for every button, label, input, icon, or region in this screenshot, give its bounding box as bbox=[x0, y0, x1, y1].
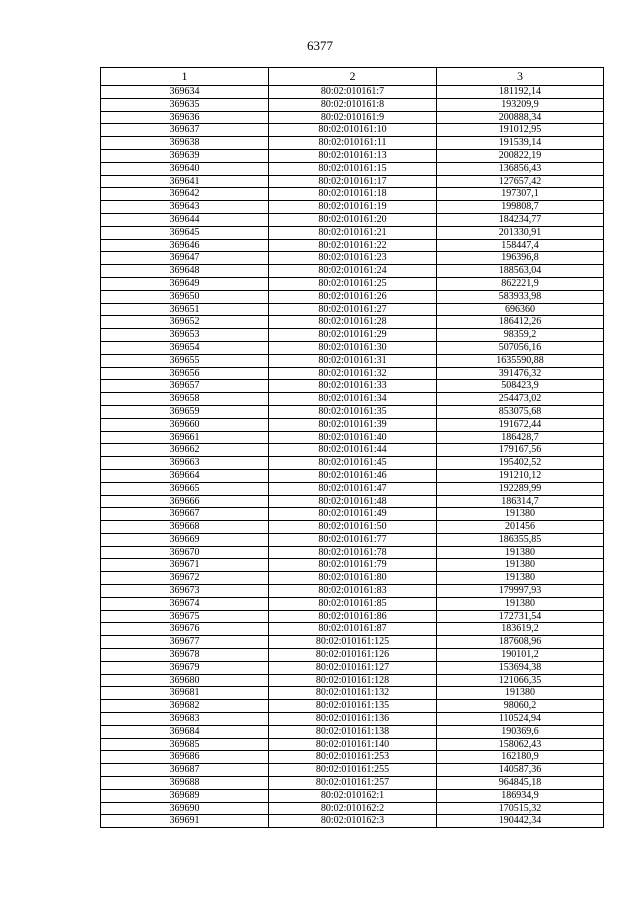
page-number: 6377 bbox=[307, 38, 333, 53]
table-row bbox=[101, 431, 604, 444]
cell-value: 192289,99 bbox=[437, 482, 604, 495]
table-row bbox=[101, 546, 604, 559]
cell-cadastral-number: 80:02:010161:85 bbox=[269, 597, 437, 610]
cell-value: 201456 bbox=[437, 521, 604, 534]
table-row bbox=[101, 738, 604, 751]
cell-record-number: 369676 bbox=[101, 623, 269, 636]
cell-cadastral-number: 80:02:010162:1 bbox=[269, 789, 437, 802]
table-row bbox=[101, 149, 604, 162]
cell-cadastral-number: 80:02:010161:19 bbox=[269, 201, 437, 214]
cell-record-number: 369654 bbox=[101, 341, 269, 354]
cell-cadastral-number: 80:02:010161:15 bbox=[269, 162, 437, 175]
cell-value: 98060,2 bbox=[437, 700, 604, 713]
table-row bbox=[101, 469, 604, 482]
cell-cadastral-number: 80:02:010161:26 bbox=[269, 290, 437, 303]
cell-cadastral-number: 80:02:010161:9 bbox=[269, 111, 437, 124]
cell-value: 254473,02 bbox=[437, 393, 604, 406]
table-row bbox=[101, 533, 604, 546]
cell-cadastral-number: 80:02:010161:77 bbox=[269, 533, 437, 546]
table-row bbox=[101, 380, 604, 393]
cell-record-number: 369653 bbox=[101, 329, 269, 342]
cell-cadastral-number: 80:02:010161:44 bbox=[269, 444, 437, 457]
table-row bbox=[101, 713, 604, 726]
table-row bbox=[101, 226, 604, 239]
cell-record-number: 369663 bbox=[101, 457, 269, 470]
cell-cadastral-number: 80:02:010161:13 bbox=[269, 149, 437, 162]
cell-value: 853075,68 bbox=[437, 405, 604, 418]
table-row bbox=[101, 393, 604, 406]
cell-value: 190442,34 bbox=[437, 815, 604, 828]
cell-value: 191380 bbox=[437, 572, 604, 585]
cell-value: 179167,56 bbox=[437, 444, 604, 457]
cell-value: 186314,7 bbox=[437, 495, 604, 508]
table-row bbox=[101, 137, 604, 150]
table-row bbox=[101, 303, 604, 316]
table-row bbox=[101, 86, 604, 99]
cell-record-number: 369650 bbox=[101, 290, 269, 303]
table-row bbox=[101, 124, 604, 137]
cell-record-number: 369657 bbox=[101, 380, 269, 393]
cell-cadastral-number: 80:02:010161:136 bbox=[269, 713, 437, 726]
cell-record-number: 369682 bbox=[101, 700, 269, 713]
cell-record-number: 369691 bbox=[101, 815, 269, 828]
cell-value: 696360 bbox=[437, 303, 604, 316]
column-header-3: 3 bbox=[437, 68, 604, 86]
cell-value: 201330,91 bbox=[437, 226, 604, 239]
cell-value: 193209,9 bbox=[437, 98, 604, 111]
cell-value: 862221,9 bbox=[437, 277, 604, 290]
table-row bbox=[101, 815, 604, 828]
cell-value: 191380 bbox=[437, 687, 604, 700]
table-row bbox=[101, 239, 604, 252]
cell-record-number: 369644 bbox=[101, 213, 269, 226]
table-row bbox=[101, 572, 604, 585]
cell-cadastral-number: 80:02:010161:22 bbox=[269, 239, 437, 252]
cell-cadastral-number: 80:02:010162:2 bbox=[269, 802, 437, 815]
table-body bbox=[101, 86, 604, 828]
table-row bbox=[101, 444, 604, 457]
cell-record-number: 369690 bbox=[101, 802, 269, 815]
cell-cadastral-number: 80:02:010161:31 bbox=[269, 354, 437, 367]
cell-value: 158062,43 bbox=[437, 738, 604, 751]
cell-value: 191380 bbox=[437, 597, 604, 610]
cell-cadastral-number: 80:02:010161:18 bbox=[269, 188, 437, 201]
table-header bbox=[101, 68, 604, 86]
cell-record-number: 369661 bbox=[101, 431, 269, 444]
cell-cadastral-number: 80:02:010161:126 bbox=[269, 649, 437, 662]
cell-cadastral-number: 80:02:010161:30 bbox=[269, 341, 437, 354]
cell-cadastral-number: 80:02:010161:125 bbox=[269, 636, 437, 649]
cell-value: 964845,18 bbox=[437, 777, 604, 790]
cell-record-number: 369687 bbox=[101, 764, 269, 777]
table-row bbox=[101, 661, 604, 674]
cell-value: 170515,32 bbox=[437, 802, 604, 815]
cell-cadastral-number: 80:02:010161:49 bbox=[269, 508, 437, 521]
cell-record-number: 369637 bbox=[101, 124, 269, 137]
table-row bbox=[101, 559, 604, 572]
cell-record-number: 369645 bbox=[101, 226, 269, 239]
cell-value: 188563,04 bbox=[437, 265, 604, 278]
cell-record-number: 369636 bbox=[101, 111, 269, 124]
cell-cadastral-number: 80:02:010161:34 bbox=[269, 393, 437, 406]
cell-record-number: 369658 bbox=[101, 393, 269, 406]
cell-value: 191380 bbox=[437, 559, 604, 572]
cell-cadastral-number: 80:02:010161:140 bbox=[269, 738, 437, 751]
cell-cadastral-number: 80:02:010161:78 bbox=[269, 546, 437, 559]
cell-record-number: 369659 bbox=[101, 405, 269, 418]
cell-cadastral-number: 80:02:010161:17 bbox=[269, 175, 437, 188]
table-row bbox=[101, 188, 604, 201]
table-row bbox=[101, 700, 604, 713]
cell-record-number: 369680 bbox=[101, 674, 269, 687]
cell-record-number: 369684 bbox=[101, 725, 269, 738]
cell-record-number: 369665 bbox=[101, 482, 269, 495]
cell-value: 200888,34 bbox=[437, 111, 604, 124]
table-row bbox=[101, 367, 604, 380]
table-row bbox=[101, 789, 604, 802]
cell-value: 190369,6 bbox=[437, 725, 604, 738]
cell-value: 191380 bbox=[437, 546, 604, 559]
cell-record-number: 369649 bbox=[101, 277, 269, 290]
table-row bbox=[101, 597, 604, 610]
cell-cadastral-number: 80:02:010161:50 bbox=[269, 521, 437, 534]
table-row bbox=[101, 277, 604, 290]
cell-record-number: 369634 bbox=[101, 86, 269, 99]
cell-record-number: 369646 bbox=[101, 239, 269, 252]
cell-record-number: 369675 bbox=[101, 610, 269, 623]
cell-cadastral-number: 80:02:010162:3 bbox=[269, 815, 437, 828]
cell-value: 127657,42 bbox=[437, 175, 604, 188]
cell-value: 195402,52 bbox=[437, 457, 604, 470]
cell-record-number: 369656 bbox=[101, 367, 269, 380]
cell-cadastral-number: 80:02:010161:11 bbox=[269, 137, 437, 150]
cell-cadastral-number: 80:02:010161:132 bbox=[269, 687, 437, 700]
cell-cadastral-number: 80:02:010161:87 bbox=[269, 623, 437, 636]
cell-value: 1635590,88 bbox=[437, 354, 604, 367]
table-row bbox=[101, 329, 604, 342]
cell-value: 183619,2 bbox=[437, 623, 604, 636]
cell-value: 191210,12 bbox=[437, 469, 604, 482]
cell-value: 186428,7 bbox=[437, 431, 604, 444]
cell-value: 197307,1 bbox=[437, 188, 604, 201]
cell-cadastral-number: 80:02:010161:79 bbox=[269, 559, 437, 572]
cell-record-number: 369635 bbox=[101, 98, 269, 111]
table-row bbox=[101, 98, 604, 111]
cell-record-number: 369640 bbox=[101, 162, 269, 175]
cell-record-number: 369643 bbox=[101, 201, 269, 214]
cell-record-number: 369689 bbox=[101, 789, 269, 802]
table-row bbox=[101, 585, 604, 598]
column-header-2: 2 bbox=[269, 68, 437, 86]
table-row bbox=[101, 162, 604, 175]
table-row bbox=[101, 201, 604, 214]
cell-cadastral-number: 80:02:010161:45 bbox=[269, 457, 437, 470]
cell-record-number: 369666 bbox=[101, 495, 269, 508]
cell-cadastral-number: 80:02:010161:86 bbox=[269, 610, 437, 623]
cell-cadastral-number: 80:02:010161:257 bbox=[269, 777, 437, 790]
cell-record-number: 369664 bbox=[101, 469, 269, 482]
cell-value: 140587,36 bbox=[437, 764, 604, 777]
cell-record-number: 369639 bbox=[101, 149, 269, 162]
table-row bbox=[101, 457, 604, 470]
cell-cadastral-number: 80:02:010161:8 bbox=[269, 98, 437, 111]
cell-cadastral-number: 80:02:010161:35 bbox=[269, 405, 437, 418]
cell-record-number: 369651 bbox=[101, 303, 269, 316]
cell-value: 98359,2 bbox=[437, 329, 604, 342]
cell-record-number: 369642 bbox=[101, 188, 269, 201]
table-row bbox=[101, 405, 604, 418]
cell-cadastral-number: 80:02:010161:27 bbox=[269, 303, 437, 316]
cell-cadastral-number: 80:02:010161:32 bbox=[269, 367, 437, 380]
table-row bbox=[101, 290, 604, 303]
cell-record-number: 369662 bbox=[101, 444, 269, 457]
table-row bbox=[101, 175, 604, 188]
cell-cadastral-number: 80:02:010161:23 bbox=[269, 252, 437, 265]
header-row bbox=[101, 68, 604, 86]
table-row bbox=[101, 674, 604, 687]
cell-record-number: 369679 bbox=[101, 661, 269, 674]
column-header-1: 1 bbox=[101, 68, 269, 86]
cell-value: 158447,4 bbox=[437, 239, 604, 252]
cell-cadastral-number: 80:02:010161:47 bbox=[269, 482, 437, 495]
table-row bbox=[101, 521, 604, 534]
cell-cadastral-number: 80:02:010161:127 bbox=[269, 661, 437, 674]
cell-record-number: 369683 bbox=[101, 713, 269, 726]
cell-cadastral-number: 80:02:010161:20 bbox=[269, 213, 437, 226]
table-row bbox=[101, 802, 604, 815]
cell-value: 179997,93 bbox=[437, 585, 604, 598]
cell-cadastral-number: 80:02:010161:40 bbox=[269, 431, 437, 444]
table-row bbox=[101, 341, 604, 354]
cell-record-number: 369672 bbox=[101, 572, 269, 585]
cell-record-number: 369674 bbox=[101, 597, 269, 610]
table-row bbox=[101, 354, 604, 367]
cell-cadastral-number: 80:02:010161:135 bbox=[269, 700, 437, 713]
cell-value: 172731,54 bbox=[437, 610, 604, 623]
cell-cadastral-number: 80:02:010161:29 bbox=[269, 329, 437, 342]
table-row bbox=[101, 764, 604, 777]
cell-cadastral-number: 80:02:010161:24 bbox=[269, 265, 437, 278]
table-row bbox=[101, 111, 604, 124]
cell-value: 190101,2 bbox=[437, 649, 604, 662]
cell-record-number: 369678 bbox=[101, 649, 269, 662]
cell-record-number: 369638 bbox=[101, 137, 269, 150]
cell-value: 583933,98 bbox=[437, 290, 604, 303]
table-row bbox=[101, 725, 604, 738]
cell-record-number: 369669 bbox=[101, 533, 269, 546]
cell-record-number: 369673 bbox=[101, 585, 269, 598]
cell-value: 191012,95 bbox=[437, 124, 604, 137]
cell-value: 121066,35 bbox=[437, 674, 604, 687]
cell-value: 110524,94 bbox=[437, 713, 604, 726]
cell-cadastral-number: 80:02:010161:253 bbox=[269, 751, 437, 764]
cell-value: 391476,32 bbox=[437, 367, 604, 380]
cell-record-number: 369668 bbox=[101, 521, 269, 534]
cell-value: 191380 bbox=[437, 508, 604, 521]
cell-value: 200822,19 bbox=[437, 149, 604, 162]
cell-cadastral-number: 80:02:010161:138 bbox=[269, 725, 437, 738]
data-table bbox=[100, 67, 604, 828]
cell-value: 186412,26 bbox=[437, 316, 604, 329]
table-row bbox=[101, 649, 604, 662]
cell-value: 507056,16 bbox=[437, 341, 604, 354]
cell-record-number: 369670 bbox=[101, 546, 269, 559]
cell-value: 136856,43 bbox=[437, 162, 604, 175]
cell-record-number: 369688 bbox=[101, 777, 269, 790]
table-row bbox=[101, 623, 604, 636]
table-row bbox=[101, 687, 604, 700]
cell-cadastral-number: 80:02:010161:25 bbox=[269, 277, 437, 290]
cell-value: 199808,7 bbox=[437, 201, 604, 214]
table-row bbox=[101, 252, 604, 265]
cell-record-number: 369685 bbox=[101, 738, 269, 751]
cell-record-number: 369677 bbox=[101, 636, 269, 649]
cell-record-number: 369652 bbox=[101, 316, 269, 329]
cell-value: 196396,8 bbox=[437, 252, 604, 265]
cell-record-number: 369681 bbox=[101, 687, 269, 700]
table-row bbox=[101, 636, 604, 649]
cell-record-number: 369655 bbox=[101, 354, 269, 367]
table-row bbox=[101, 316, 604, 329]
table-row bbox=[101, 495, 604, 508]
cell-value: 181192,14 bbox=[437, 86, 604, 99]
table-row bbox=[101, 508, 604, 521]
cell-cadastral-number: 80:02:010161:39 bbox=[269, 418, 437, 431]
cell-cadastral-number: 80:02:010161:128 bbox=[269, 674, 437, 687]
cell-record-number: 369647 bbox=[101, 252, 269, 265]
cell-value: 191539,14 bbox=[437, 137, 604, 150]
cell-value: 191672,44 bbox=[437, 418, 604, 431]
cell-record-number: 369660 bbox=[101, 418, 269, 431]
cell-value: 187608,96 bbox=[437, 636, 604, 649]
cell-cadastral-number: 80:02:010161:28 bbox=[269, 316, 437, 329]
table-row bbox=[101, 751, 604, 764]
cell-cadastral-number: 80:02:010161:255 bbox=[269, 764, 437, 777]
cell-cadastral-number: 80:02:010161:10 bbox=[269, 124, 437, 137]
cell-cadastral-number: 80:02:010161:7 bbox=[269, 86, 437, 99]
cell-value: 508423,9 bbox=[437, 380, 604, 393]
cell-cadastral-number: 80:02:010161:46 bbox=[269, 469, 437, 482]
table-row bbox=[101, 265, 604, 278]
cell-value: 186355,85 bbox=[437, 533, 604, 546]
cell-cadastral-number: 80:02:010161:83 bbox=[269, 585, 437, 598]
table-row bbox=[101, 213, 604, 226]
cell-cadastral-number: 80:02:010161:80 bbox=[269, 572, 437, 585]
cell-cadastral-number: 80:02:010161:21 bbox=[269, 226, 437, 239]
table-row bbox=[101, 777, 604, 790]
cell-record-number: 369667 bbox=[101, 508, 269, 521]
cell-value: 184234,77 bbox=[437, 213, 604, 226]
cell-value: 153694,38 bbox=[437, 661, 604, 674]
cell-record-number: 369671 bbox=[101, 559, 269, 572]
table-row bbox=[101, 482, 604, 495]
table-row bbox=[101, 418, 604, 431]
table-row bbox=[101, 610, 604, 623]
cell-record-number: 369648 bbox=[101, 265, 269, 278]
cell-record-number: 369641 bbox=[101, 175, 269, 188]
cell-value: 162180,9 bbox=[437, 751, 604, 764]
cell-value: 186934,9 bbox=[437, 789, 604, 802]
cell-record-number: 369686 bbox=[101, 751, 269, 764]
cell-cadastral-number: 80:02:010161:48 bbox=[269, 495, 437, 508]
cell-cadastral-number: 80:02:010161:33 bbox=[269, 380, 437, 393]
